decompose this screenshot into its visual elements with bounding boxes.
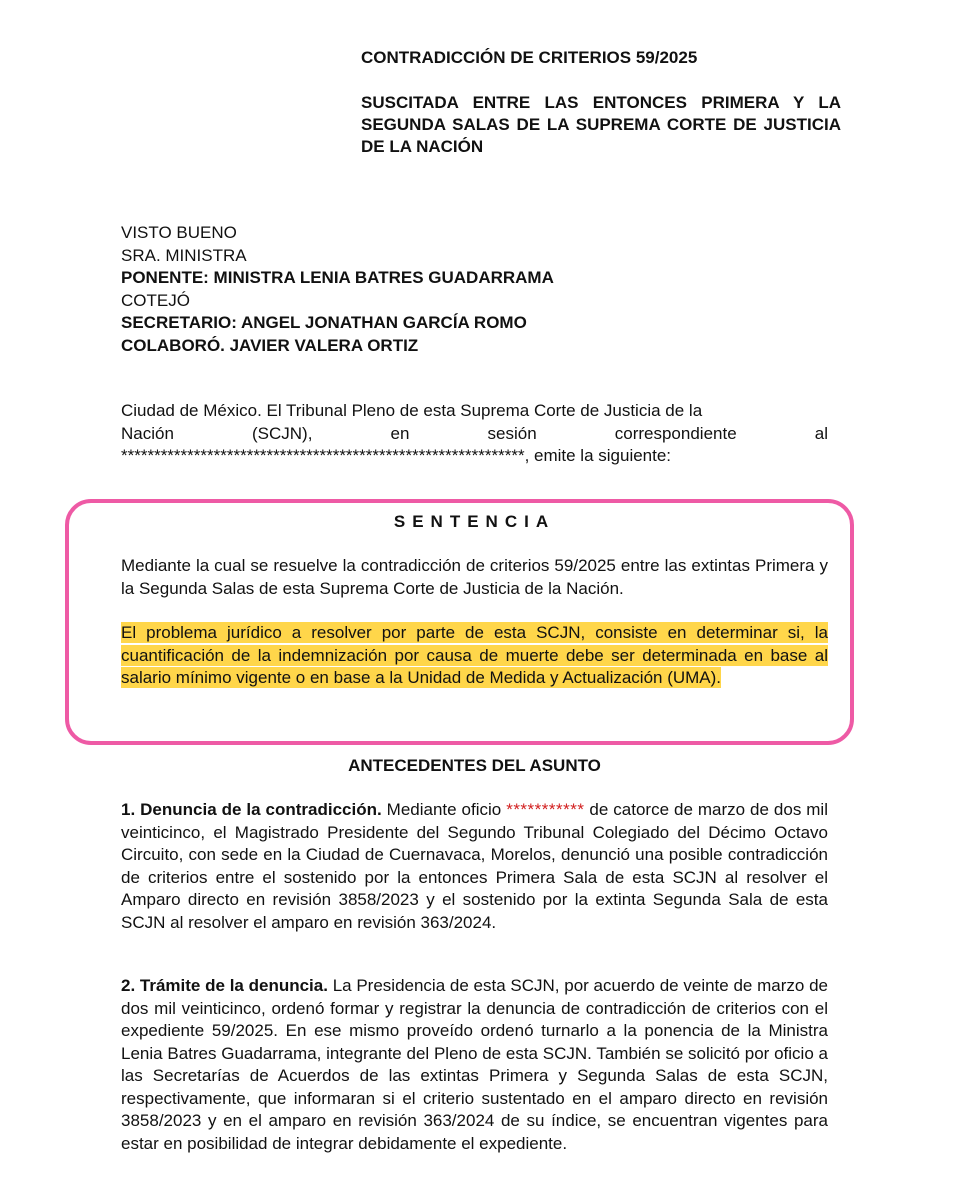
redacted-date: ************************************************************* bbox=[121, 446, 525, 465]
cotejo: COTEJÓ bbox=[121, 290, 190, 310]
antecedente-1-body: de catorce de marzo de dos mil veinticinco, el Magistrado Presidente del Segundo Tribunal Colegiado del Décimo Octavo Circuito, con sede en la Ciudad de Cuernavaca, Morelos, denunció una posible contradicción de criterios entre el sostenido por la entonces Primera Sala de esta SCJN al resolver el Amparo directo en revisión 3858/2023 y el sostenido por la extinta Segunda Sala de esta SCJN al resolver el amparo en revisión 363/2024. bbox=[121, 800, 828, 932]
intro-word: correspondiente bbox=[614, 423, 737, 443]
antecedente-1 bbox=[121, 799, 828, 934]
highlighted-text: El problema jurídico a resolver por parte de esta SCJN, consiste en determinar si, la cuantificación de la indemnización por causa de muerte debe ser determinada en base al salario mínimo vigente o en base a la Unidad de Medida y Actualización (UMA). bbox=[121, 623, 828, 687]
intro-word: sesión bbox=[487, 423, 537, 443]
intro-tail: , emite la siguiente: bbox=[524, 446, 672, 465]
sentencia-paragraph-1: Mediante la cual se resuelve la contradicción de criterios 59/2025 entre las extintas Primera y la Segunda Salas de esta Suprema Corte de Justicia de la Nación. bbox=[121, 556, 828, 598]
intro-word: en bbox=[390, 423, 410, 443]
signature-block bbox=[121, 222, 554, 357]
case-subtitle: SUSCITADA ENTRE LAS ENTONCES PRIMERA Y LA SEGUNDA SALAS DE LA SUPREMA CORTE DE JUSTICIA DE LA NACIÓN bbox=[361, 93, 841, 156]
antecedente-2 bbox=[121, 975, 828, 1155]
intro-line-2 bbox=[121, 423, 828, 446]
antecedentes-heading: ANTECEDENTES DEL ASUNTO bbox=[348, 756, 601, 775]
intro-word: Nación bbox=[121, 423, 174, 443]
visto-bueno: VISTO BUENO bbox=[121, 223, 237, 242]
intro-paragraph bbox=[121, 400, 828, 468]
intro-word: al bbox=[814, 423, 828, 443]
intro-line-3 bbox=[121, 445, 828, 468]
intro-word: (SCJN), bbox=[252, 423, 313, 443]
antecedente-2-body: La Presidencia de esta SCJN, por acuerdo de veinte de marzo de dos mil veinticinco, ordenó formar y registrar la denuncia de contradicción de criterios con el expediente 59/2025. En ese mismo proveído ordenó turnarlo a la ponencia de la Ministra Lenia Batres Guadarrama, integrante del Pleno de esta SCJN. También se solicitó por oficio a las Secretarías de Acuerdos de las extintas Primera y Segunda Salas de esta SCJN, respectivamente, que informaran si el criterio sustentado en el amparo directo en revisión 3858/2023 y en el amparo en revisión 363/2024 de su índice, se encuentran vigentes para estar en posibilidad de integrar debidamente el expediente. bbox=[121, 976, 828, 1153]
sra-ministra: SRA. MINISTRA bbox=[121, 245, 247, 265]
sentencia-heading: SENTENCIA bbox=[393, 512, 556, 531]
colaboro: COLABORÓ. JAVIER VALERA ORTIZ bbox=[121, 335, 419, 355]
sentencia-paragraph-2 bbox=[121, 622, 828, 690]
antecedente-1-heading: 1. Denuncia de la contradicción. bbox=[121, 800, 382, 819]
redacted-oficio: *********** bbox=[506, 800, 585, 819]
secretario: SECRETARIO: ANGEL JONATHAN GARCÍA ROMO bbox=[121, 313, 527, 332]
antecedente-2-heading: 2. Trámite de la denuncia. bbox=[121, 976, 328, 995]
ponente: PONENTE: MINISTRA LENIA BATRES GUADARRAMA bbox=[121, 268, 554, 287]
case-title: CONTRADICCIÓN DE CRITERIOS 59/2025 bbox=[361, 48, 698, 67]
intro-line-1: Ciudad de México. El Tribunal Pleno de esta Suprema Corte de Justicia de la bbox=[121, 401, 703, 420]
antecedente-1-pre: Mediante oficio bbox=[381, 800, 507, 819]
